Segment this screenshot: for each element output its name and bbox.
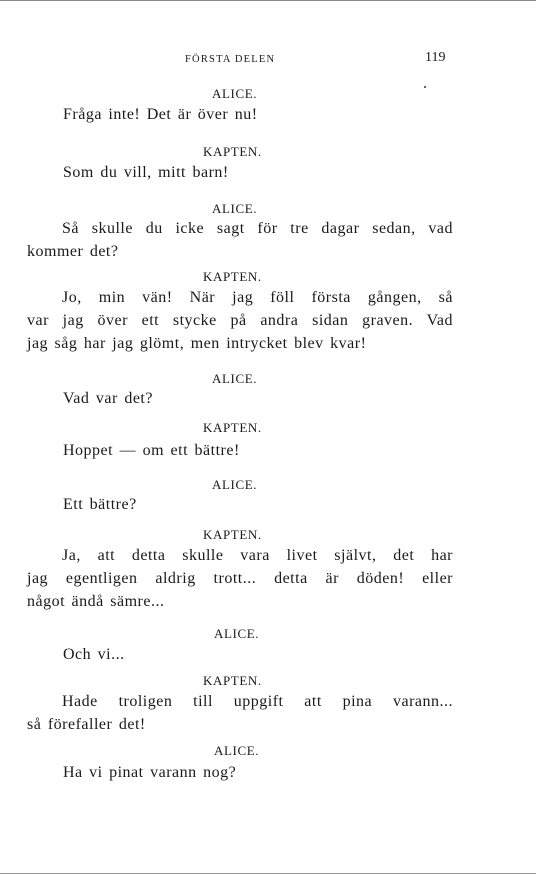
speaker-name: KAPTEN. [203,673,262,688]
dialogue-line: Fråga inte! Det är över nu! [63,106,258,123]
dialogue-line: Ha vi pinat varann nog? [63,764,237,781]
dialogue-line: kommer det? [27,243,119,260]
page-bottom-edge [0,873,536,874]
dialogue-line: Hade troligen till uppgift att pina varann... [62,693,453,710]
dialogue-line: Och vi... [63,646,125,663]
dialogue-line: Ett bättre? [63,496,137,513]
print-speck [424,86,426,88]
dialogue-line: så förefaller det! [27,716,146,733]
dialogue-line: Hoppet — om ett bättre! [63,442,240,459]
running-head: FÖRSTA DELEN [185,54,276,65]
page-number: 119 [425,50,446,65]
dialogue-line: Vad var det? [63,390,153,407]
speaker-name: ALICE. [212,371,258,386]
speaker-name: ALICE. [212,201,258,216]
dialogue-line: var jag över ett stycke på andra sidan graven. Vad [27,312,453,329]
dialogue-line: Ja, att detta skulle vara livet självt, det har [62,547,453,564]
speaker-name: KAPTEN. [203,269,262,284]
speaker-name: KAPTEN. [203,527,262,542]
dialogue-line: Så skulle du icke sagt för tre dagar sedan, vad [62,220,453,237]
speaker-name: ALICE. [212,86,258,101]
dialogue-line: jag egentligen aldrig trott... detta är döden! eller [27,570,453,587]
speaker-name: KAPTEN. [203,420,262,435]
dialogue-line: Jo, min vän! När jag föll första gången, så [62,289,453,306]
speaker-name: KAPTEN. [203,144,262,159]
page-top-edge [0,0,536,1]
speaker-name: ALICE. [214,626,260,641]
dialogue-line: jag såg har jag glömt, men intrycket blev kvar! [27,335,367,352]
dialogue-line: något ändå sämre... [27,593,165,610]
speaker-name: ALICE. [212,477,258,492]
dialogue-line: Som du vill, mitt barn! [63,164,229,181]
speaker-name: ALICE. [214,743,260,758]
